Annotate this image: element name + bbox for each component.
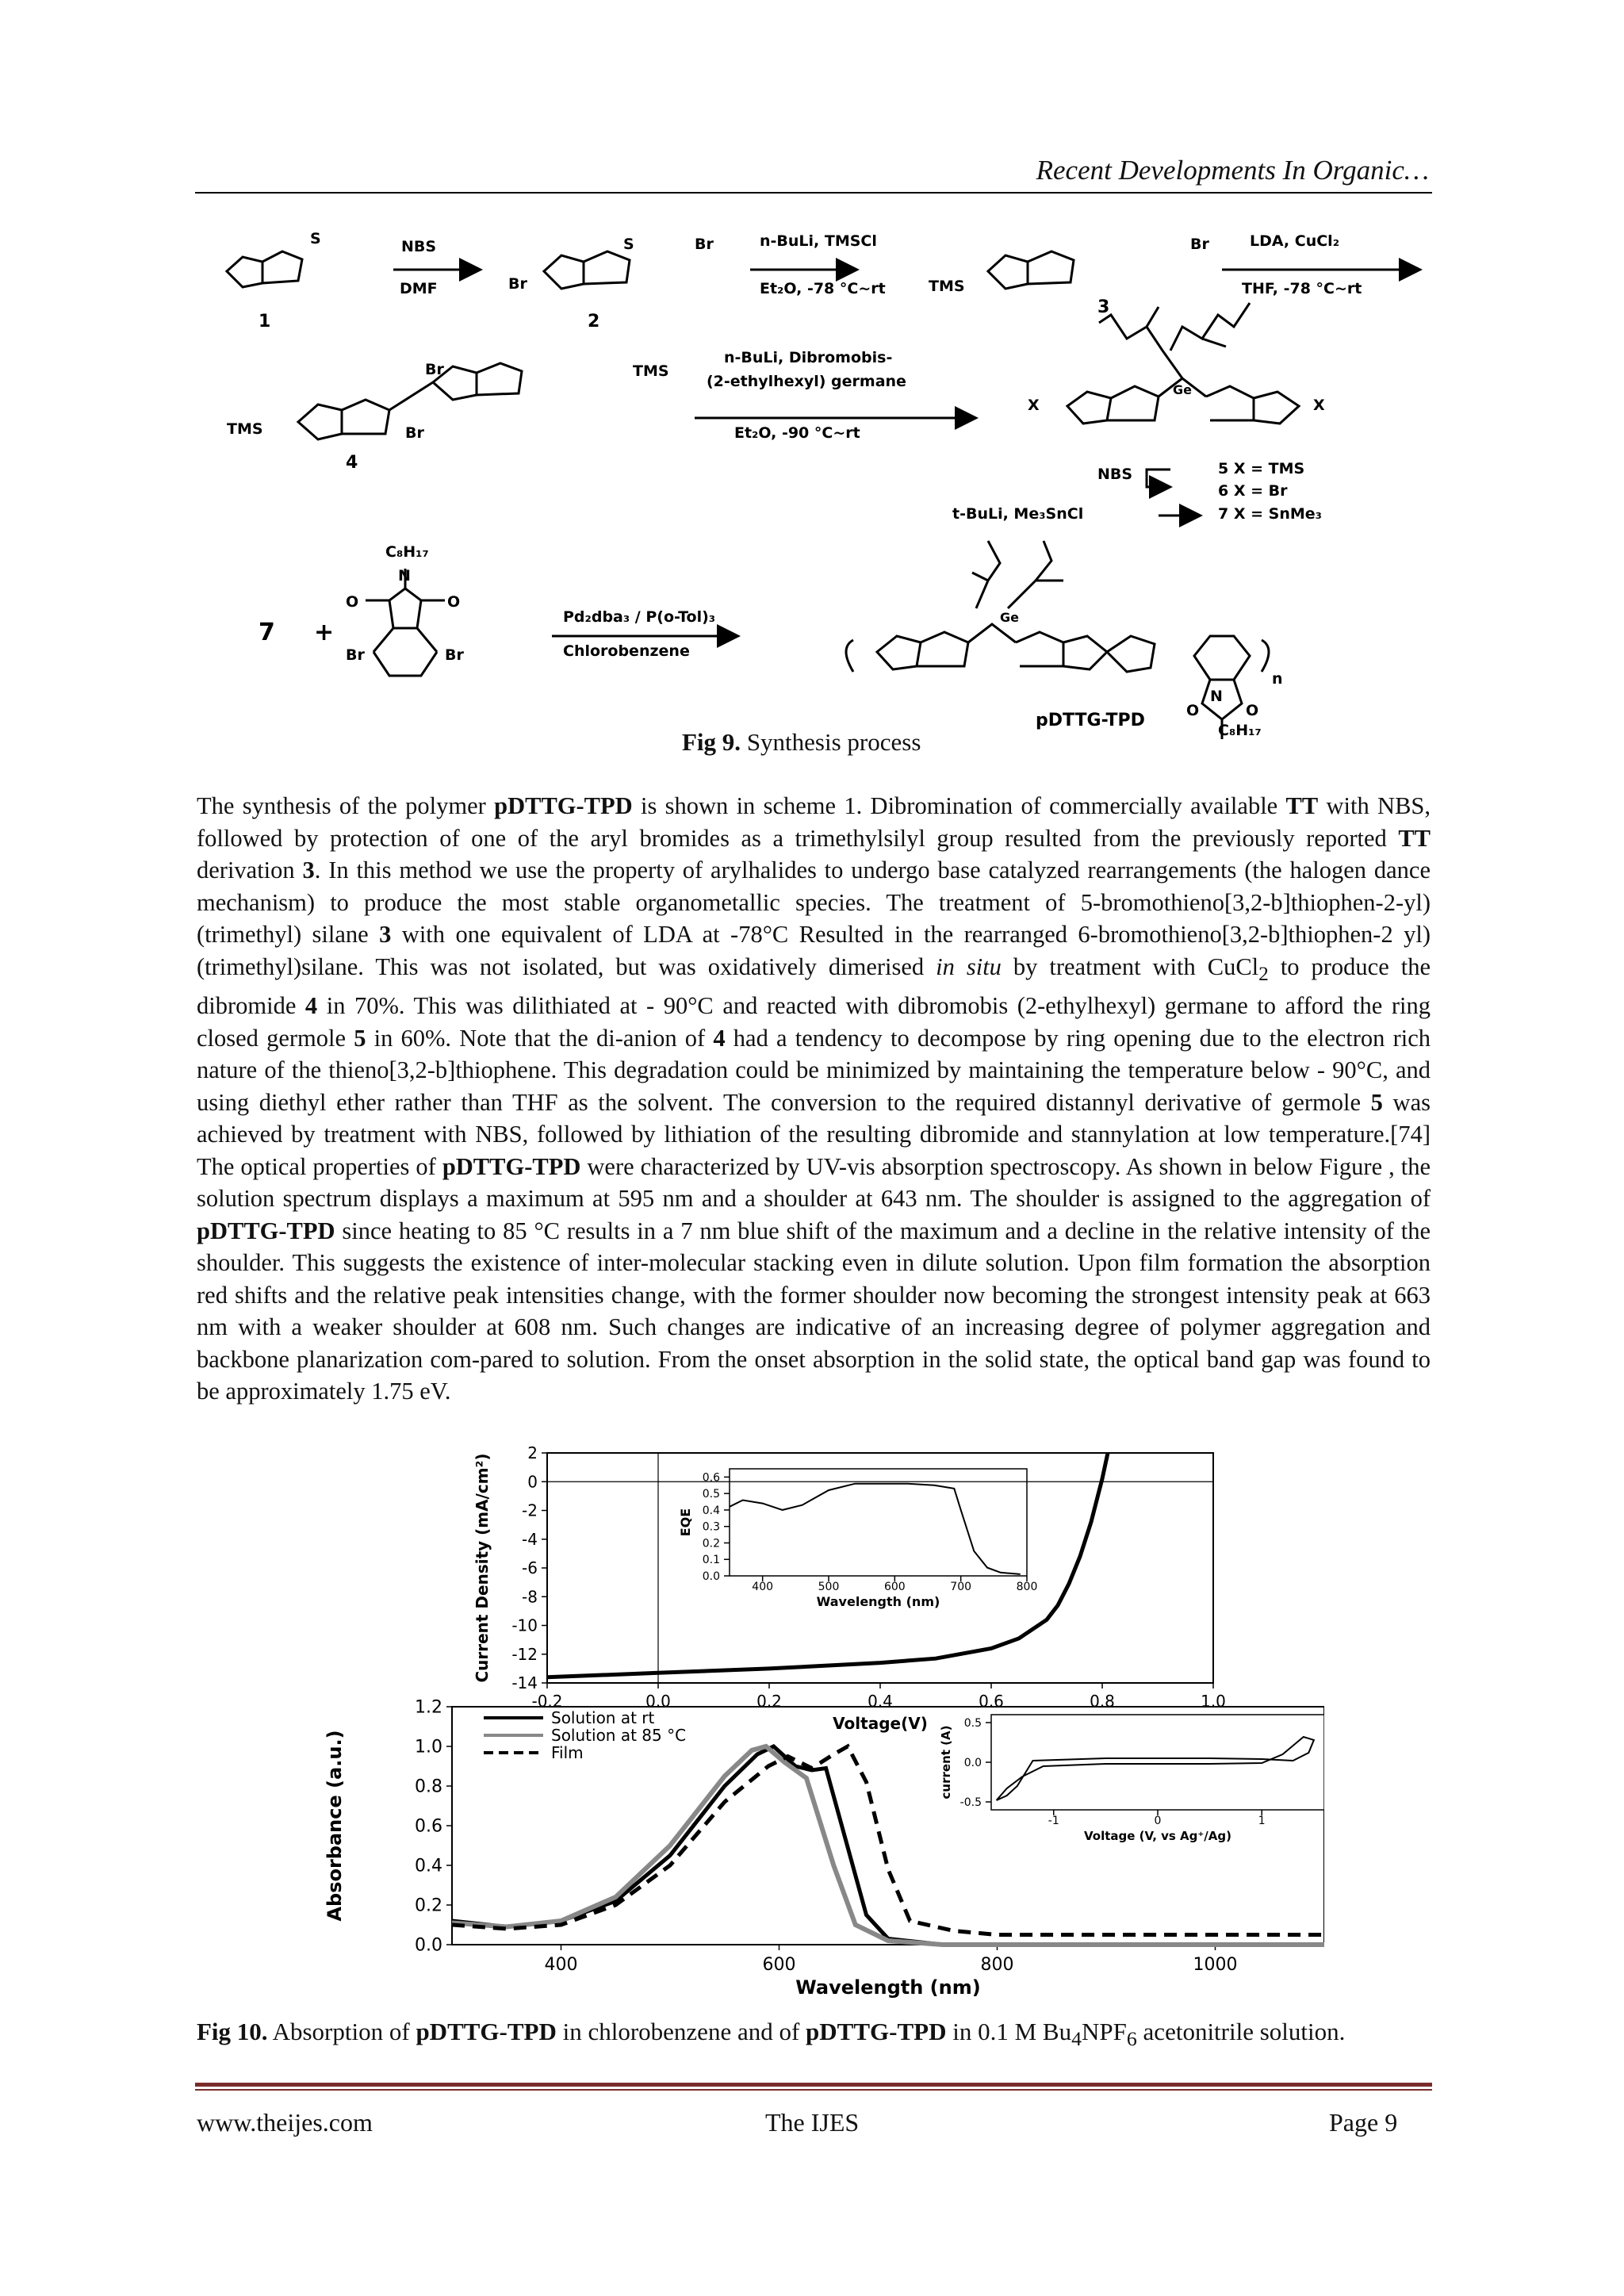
eqe-inset-xlabel: Wavelength (nm) (816, 1594, 940, 1609)
c8h17-polymer: C₈H₁₇ (1218, 722, 1262, 739)
atom-o-monomer-left: O (346, 593, 359, 611)
jv-ytick-label: -8 (522, 1587, 538, 1607)
eqe-inset-xtick-label: 500 (818, 1581, 840, 1593)
eqe-inset-ytick-label: 0.5 (702, 1488, 720, 1501)
abs-legend-label: Solution at rt (551, 1708, 655, 1727)
eqe-inset-xtick-label: 800 (1016, 1581, 1038, 1593)
jv-ytick-label: 0 (527, 1472, 538, 1492)
cv-inset-xlabel: Voltage (V, vs Ag⁺/Ag) (1084, 1829, 1231, 1843)
step1-reagent-bottom: DMF (400, 280, 438, 297)
footer-website[interactable]: www.theijes.com (197, 2108, 373, 2137)
footer-journal: The IJES (765, 2108, 860, 2137)
abs-ytick-label: 0.0 (415, 1935, 442, 1956)
atom-ge-polymer: Ge (1000, 610, 1019, 625)
running-header: Recent Developments In Organic… (1036, 155, 1429, 186)
abs-xtick-label: 600 (762, 1955, 796, 1975)
step3-reagent-bottom: THF, -78 °C~rt (1242, 280, 1362, 297)
jv-xtick-label: 0.0 (645, 1692, 671, 1711)
polymer-n-subscript: n (1272, 670, 1283, 688)
jv-xlabel: Voltage(V) (833, 1714, 928, 1733)
step4-reagent-top2: (2-ethylhexyl) germane (707, 373, 906, 390)
cv-inset-xtick-label: 1 (1258, 1815, 1266, 1827)
compound-1-structure (227, 251, 302, 287)
abs-ytick-label: 1.0 (415, 1737, 442, 1757)
jv-ytick-label: -10 (511, 1616, 538, 1635)
abs-ylabel: Absorbance (a.u.) (324, 1730, 346, 1922)
abs-xtick-label: 1000 (1193, 1955, 1238, 1975)
cv-inset-xtick-label: -1 (1048, 1815, 1059, 1827)
jv-xtick-label: 0.8 (1090, 1692, 1115, 1711)
abs-ytick-label: 0.2 (415, 1895, 442, 1916)
atom-o-monomer-right: O (447, 593, 461, 611)
nbs-branch-arrow (1147, 470, 1170, 487)
cv-inset-xtick-label: 0 (1154, 1815, 1162, 1827)
footer-rule-thin (195, 2089, 1432, 2091)
eqe-inset-ylabel: EQE (678, 1508, 693, 1537)
atom-x-left: X (1028, 397, 1040, 414)
atom-n-polymer: N (1210, 688, 1223, 705)
atom-x-right: X (1313, 397, 1325, 414)
fig10-caption: Fig 10. Absorption of pDTTG-TPD in chlorobenzene and of pDTTG-TPD in 0.1 M $Bu_4NPF_6$ acetonitrile solution. (197, 2018, 1346, 2051)
germole-structure (1067, 303, 1299, 424)
cv-inset-ytick-label: 0.5 (963, 1716, 982, 1730)
atom-o-polymer-right: O (1246, 702, 1259, 719)
abs-legend-label: Film (551, 1743, 584, 1762)
synthesis-scheme (195, 208, 1432, 747)
footer-page-number: Page 9 (1329, 2108, 1398, 2137)
label-tbuli: t-BuLi, Me₃SnCl (952, 505, 1084, 523)
cv-inset-bg (991, 1715, 1324, 1810)
fig9-caption (682, 728, 921, 757)
step4-reagent-top1: n-BuLi, Dibromobis- (724, 349, 893, 366)
compound-3-label: 3 (1097, 297, 1110, 317)
compound-2-structure (544, 251, 630, 289)
x-def-7: 7 X = SnMe₃ (1218, 505, 1322, 523)
atom-br-4a: Br (425, 361, 444, 378)
jv-xtick-label: -0.2 (531, 1692, 563, 1711)
atom-br-monomer-right: Br (445, 646, 464, 664)
jv-ytick-label: -2 (522, 1501, 538, 1520)
jv-xtick-label: 0.6 (979, 1692, 1004, 1711)
compound-4-label: 4 (346, 453, 358, 473)
jv-xtick-label: 0.2 (756, 1692, 782, 1711)
atom-n-monomer: N (398, 567, 411, 585)
jv-ytick-label: -12 (511, 1644, 538, 1664)
eqe-inset-ytick-label: 0.4 (702, 1504, 720, 1517)
eqe-inset-plot-frame (730, 1469, 1027, 1576)
x-def-5: 5 X = TMS (1218, 460, 1305, 477)
eqe-inset-xtick-label: 600 (883, 1581, 906, 1593)
eqe-inset-ytick-label: 0.1 (702, 1554, 720, 1567)
eqe-inset-xtick-label: 700 (950, 1581, 972, 1593)
step3-reagent-top: LDA, CuCl₂ (1250, 232, 1340, 250)
jv-ytick-label: -4 (522, 1529, 538, 1549)
tpd-monomer-structure (366, 569, 445, 676)
eqe-inset-ytick-label: 0.3 (702, 1520, 720, 1534)
abs-ytick-label: 1.2 (415, 1697, 442, 1718)
atom-tms-4a: TMS (633, 362, 669, 380)
product-name: pDTTG-TPD (1036, 711, 1145, 730)
step4-reagent-bottom: Et₂O, -90 °C~rt (734, 424, 860, 442)
jv-ytick-label: 2 (527, 1445, 538, 1462)
atom-br-3: Br (1190, 236, 1209, 253)
atom-ge-germole: Ge (1173, 382, 1192, 397)
x-def-6: 6 X = Br (1218, 482, 1288, 500)
body-paragraph: The synthesis of the polymer pDTTG-TPD is shown in scheme 1. Dibromination of commercially available TT with NBS, followed by protection of one of the aryl bromides as a trimethylsilyl group resulted from the previously reported TT derivation 3. In this method we use the property of arylhalides to undergo base catalyzed rearrangements (the halogen dance mechanism) to produce the most stable organometallic species. The treatment of 5-bromothieno[3,2-b]thiophen-2-yl) (trimethyl) silane 3 with one equivalent of LDA at -78°C Resulted in the rearranged 6-bromothieno[3,2-b]thiophen-2 yl) (trimethyl)silane. This was not isolated, but was oxidatively dimerised in situ by treatment with CuCl$_2$ to produce the dibromide 4 in 70%. This was dilithiated at - 90°C and reacted with dibromobis (2-ethylhexyl) germane to afford the ring closed germole 5 in 60%. Note that the di-anion of 4 had a tendency to decompose by ring opening due to the electron rich nature of the thieno[3,2-b]thiophene. This degradation could be minimized by maintaining the temperature below - 90°C, and using diethyl ether rather than THF as the solvent. The conversion to the required distannyl derivative of germole 5 was achieved by treatment with NBS, followed by lithiation of the resulting dibromide and stannylation at low temperature.[74] The optical properties of pDTTG-TPD were characterized by UV-vis absorption spectroscopy. As shown in below Figure , the solution spectrum displays a maximum at 595 nm and a shoulder at 643 nm. The shoulder is assigned to the aggregation of pDTTG-TPD since heating to 85 °C results in a 7 nm blue shift of the maximum and a decline in the relative intensity of the shoulder. This suggests the existence of inter-molecular stacking even in dilute solution. Upon film formation the absorption red shifts and the relative peak intensities change, with the former shoulder now becoming the strongest intensity peak at 663 nm with a weaker shoulder at 608 nm. Such changes are indicative of an increasing degree of polymer aggregation and backbone planarization com-pared to solution. From the onset absorption in the solid state, the optical band gap was found to be approximately 1.75 eV. (197, 792, 1431, 1405)
jv-ytick-label: -6 (522, 1558, 538, 1577)
step2-reagent-bottom: Et₂O, -78 °C~rt (760, 280, 886, 297)
eqe-inset-ytick-label: 0.2 (702, 1537, 720, 1550)
abs-ytick-label: 0.4 (415, 1856, 442, 1876)
plus-sign: + (314, 619, 335, 646)
atom-s-1: S (310, 230, 321, 247)
cv-inset-ytick-label: 0.0 (963, 1756, 982, 1769)
abs-ytick-label: 0.8 (415, 1777, 442, 1797)
eqe-inset-ytick-label: 0.0 (702, 1570, 720, 1583)
abs-xtick-label: 800 (980, 1955, 1014, 1975)
compound-7-label: 7 (259, 619, 275, 646)
atom-br-4b: Br (405, 424, 424, 442)
eqe-curve-series (730, 1484, 1021, 1574)
fig9-label: Fig 9. (682, 728, 741, 756)
step2-reagent-top: n-BuLi, TMSCl (760, 232, 877, 250)
cv-inset-ylabel: current (A) (939, 1725, 953, 1800)
eqe-inset-ytick-label: 0.6 (702, 1471, 720, 1485)
fig10-charts (309, 1445, 1324, 2013)
jv-ylabel: Current Density (mA/cm²) (473, 1453, 492, 1683)
atom-o-polymer-left: O (1186, 702, 1200, 719)
jv-plot-frame (547, 1453, 1213, 1683)
cv-inset-ytick-label: -0.5 (959, 1796, 982, 1809)
atom-s-2: S (623, 236, 634, 253)
jv-xtick-label: 1.0 (1201, 1692, 1226, 1711)
eqe-inset-xtick-label: 400 (752, 1581, 774, 1593)
label-nbs: NBS (1097, 466, 1133, 483)
step5-reagent-bottom: Chlorobenzene (563, 642, 690, 660)
fig9-text: Synthesis process (746, 728, 921, 756)
step1-reagent-top: NBS (401, 238, 437, 255)
abs-xtick-label: 400 (544, 1955, 578, 1975)
jv-xtick-label: 0.4 (868, 1692, 893, 1711)
atom-tms-4b: TMS (227, 420, 263, 438)
abs-xlabel: Wavelength (nm) (795, 1976, 981, 1999)
atom-br-2a: Br (508, 275, 527, 293)
compound-2-label: 2 (588, 312, 600, 332)
c8h17-monomer: C₈H₁₇ (385, 543, 429, 561)
compound-3-structure (988, 251, 1074, 289)
atom-br-monomer-left: Br (346, 646, 365, 664)
abs-legend-label: Solution at 85 °C (551, 1726, 687, 1745)
abs-ytick-label: 0.6 (415, 1816, 442, 1837)
atom-br-2b: Br (695, 236, 714, 253)
jv-ytick-label: -14 (511, 1673, 538, 1692)
header-rule (195, 192, 1432, 194)
jv-curve-series (547, 1453, 1108, 1677)
polymer-structure (846, 541, 1269, 739)
footer-rule (195, 2083, 1432, 2087)
step5-reagent-top: Pd₂dba₃ / P(o-Tol)₃ (563, 608, 716, 626)
compound-1-label: 1 (259, 312, 271, 332)
atom-tms-3: TMS (929, 278, 965, 295)
